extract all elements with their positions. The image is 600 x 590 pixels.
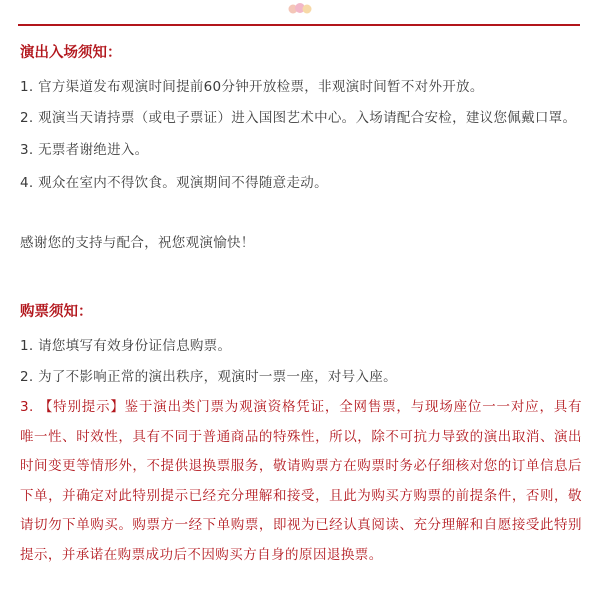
list-item: 3. 无票者谢绝进入。 [20,142,149,158]
top-decoration-icon [287,2,313,16]
list-item: 2. 观演当天请持票（或电子票证）进入国图艺术中心。入场请配合安检，建议您佩戴口罩。 [20,110,577,126]
purchase-notice-heading: 购票须知： [20,304,93,320]
purchase-notice-list [20,334,582,570]
special-notice: 3. 【特别提示】鉴于演出类门票为观演资格凭证，全网售票，与现场座位一一对应，具有唯一性、时效性，具有不同于普通商品的特殊性，所以，除不可抗力导致的演出取消、演出时间变更等情形外，不提供退换票服务，敬请购票方在购票时务必仔细核对您的订单信息后下单，并确定对此特别提示已经充分理解和接受，且此为购买方购票的前提条件，否则，敬请切勿下单购买。购票方一经下单购票，即视为已经认真阅读、充分理解和自愿接受此特别提示，并承诺在购票成功后不因购买方自身的原因退换票。 [20,399,582,563]
list-item: 1. 官方渠道发布观演时间提前60分钟开放检票，非观演时间暂不对外开放。 [20,79,484,95]
entry-notice-list [20,75,582,196]
thanks-message: 感谢您的支持与配合，祝您观演愉快！ [20,235,255,251]
list-item: 1. 请您填写有效身份证信息购票。 [20,338,232,354]
notice-content [20,42,582,570]
list-item: 4. 观众在室内不得饮食。观演期间不得随意走动。 [20,175,328,191]
purchase-notice-section [20,301,582,570]
entry-notice-heading: 演出入场须知： [20,45,122,61]
list-item: 2. 为了不影响正常的演出秩序，观演时一票一座，对号入座。 [20,369,397,385]
top-divider [18,24,580,26]
entry-notice-section [20,42,582,256]
